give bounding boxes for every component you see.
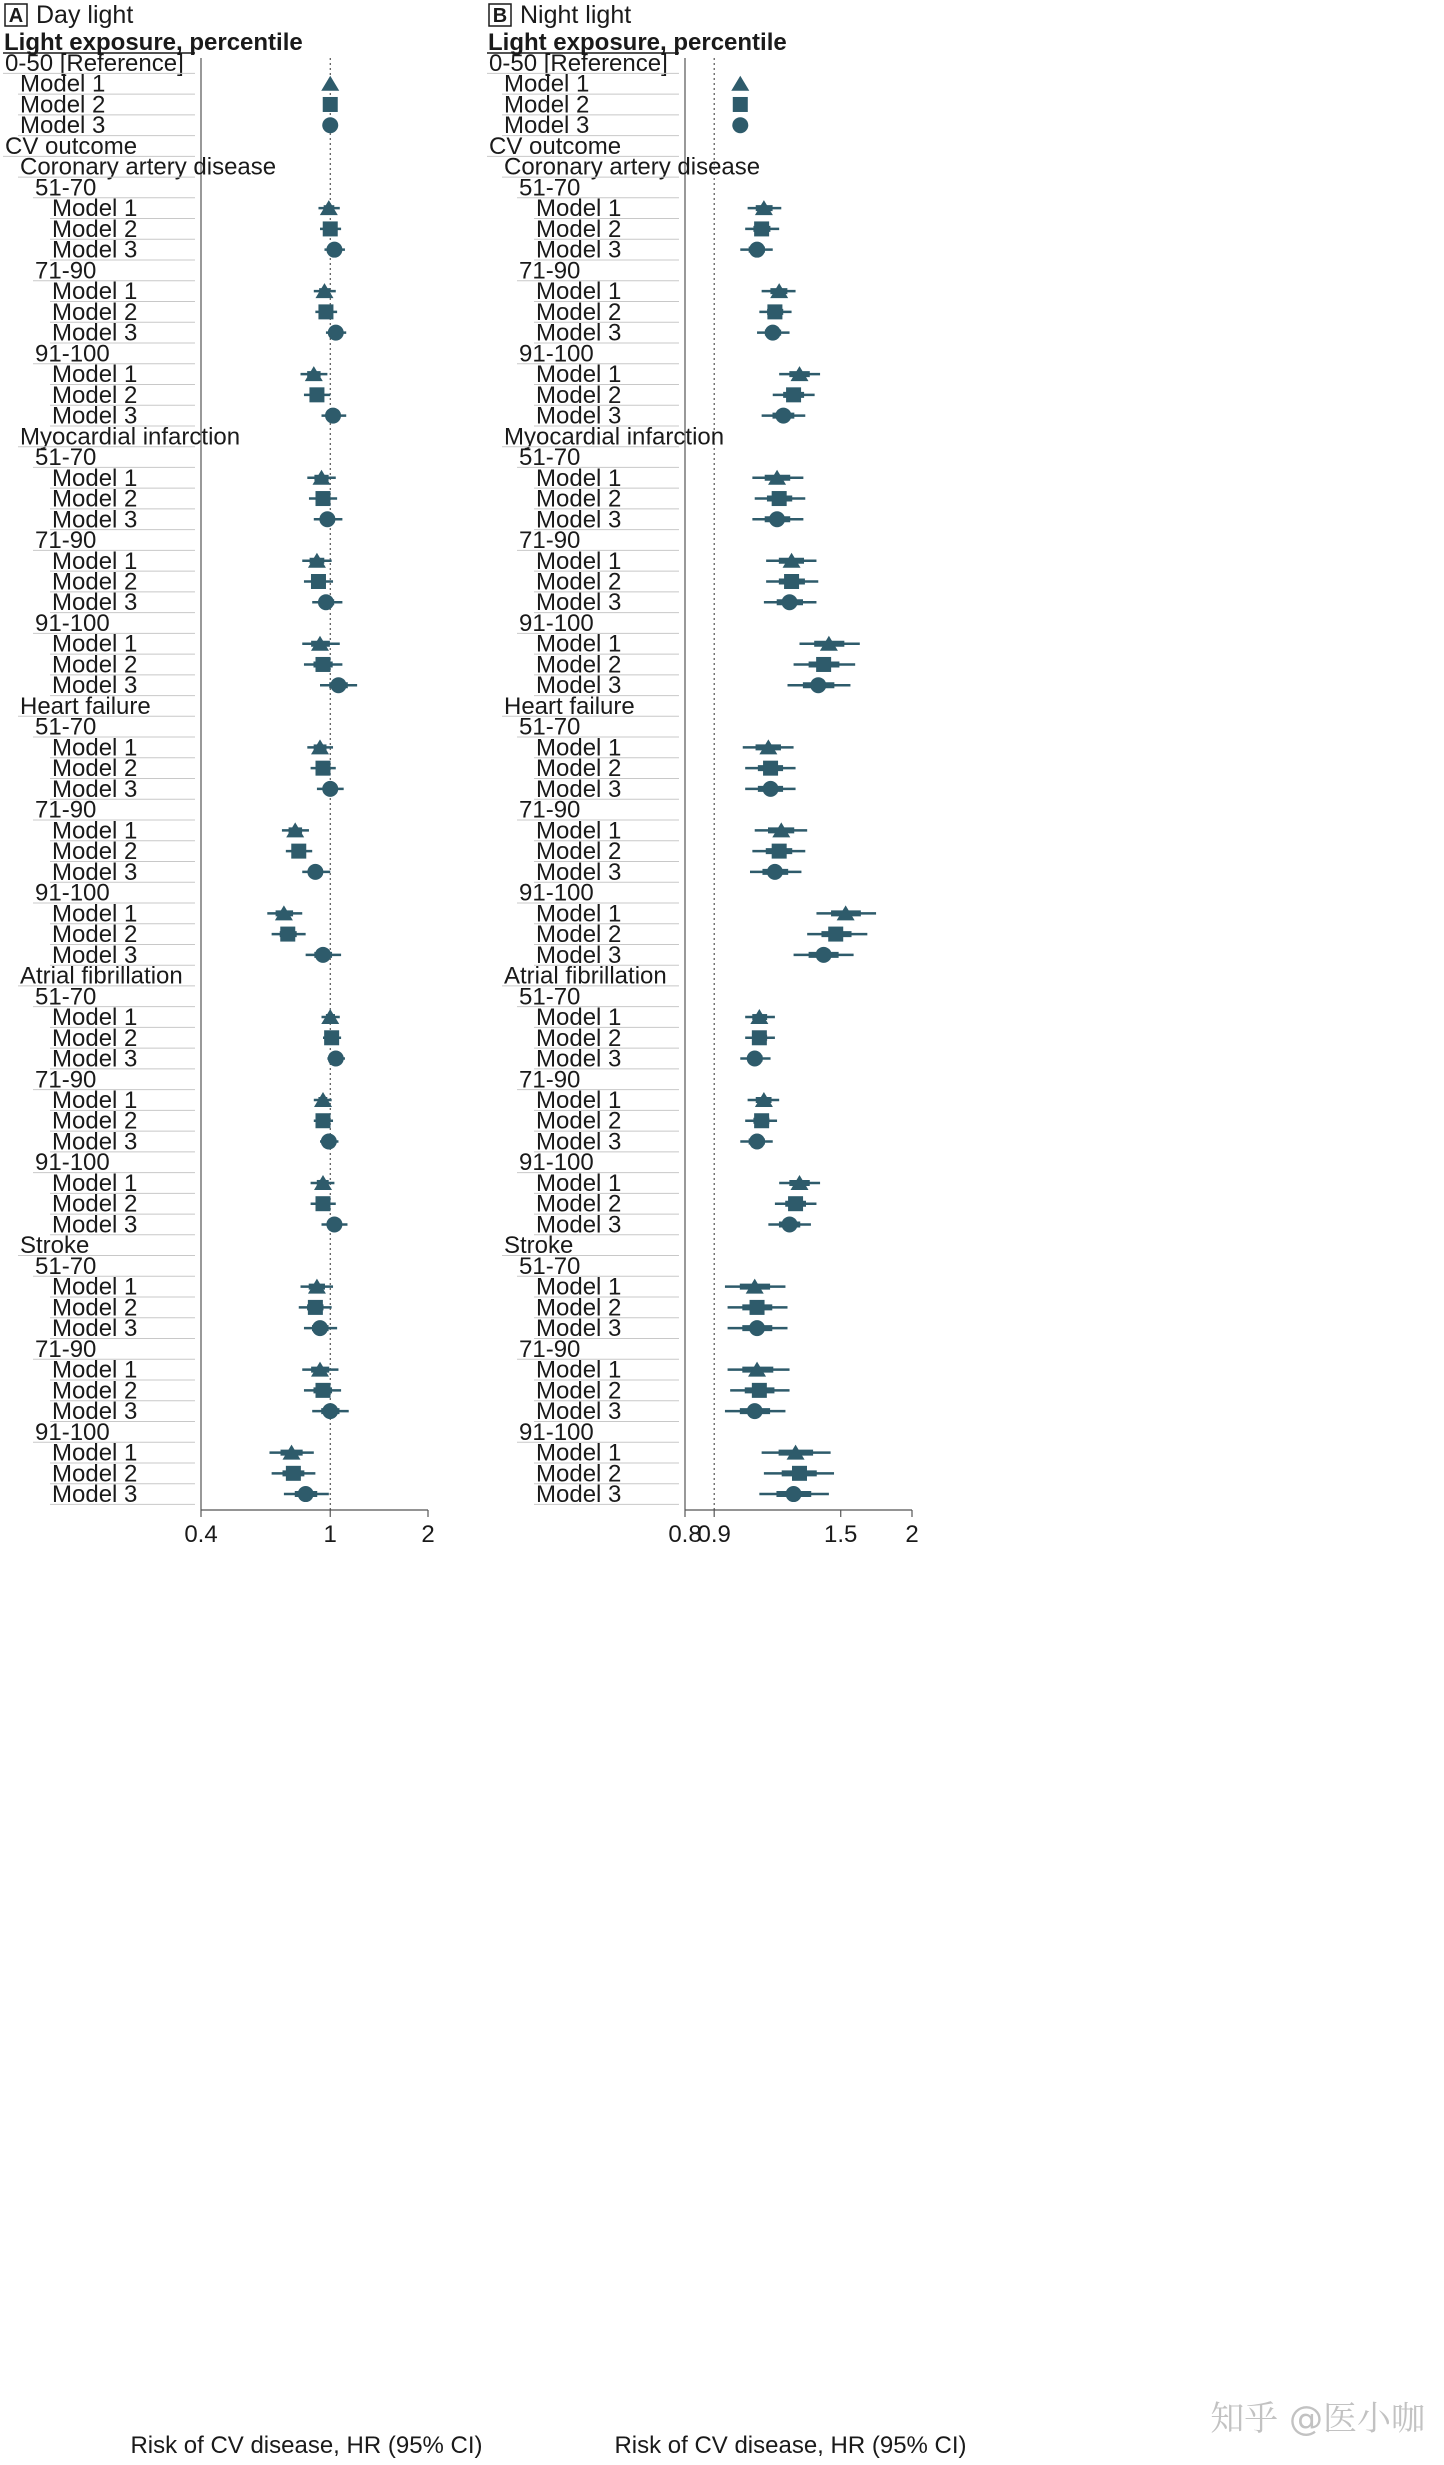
row-label: Model 2 bbox=[20, 91, 106, 119]
hr-marker-square bbox=[309, 387, 324, 402]
row-label: 51-70 bbox=[519, 983, 581, 1011]
row-label: Model 1 bbox=[52, 278, 138, 306]
row-label: Model 1 bbox=[536, 900, 622, 928]
row-label: 51-70 bbox=[35, 1252, 97, 1280]
row-label: Model 3 bbox=[536, 1398, 622, 1426]
row-label: Model 2 bbox=[52, 1024, 138, 1052]
row-label: Model 1 bbox=[52, 361, 138, 389]
row-label: Model 2 bbox=[536, 485, 622, 513]
row-label: Heart failure bbox=[504, 692, 635, 720]
row-label: Model 2 bbox=[52, 755, 138, 783]
panel-b bbox=[487, 1, 967, 2459]
row-label: Heart failure bbox=[20, 692, 151, 720]
table-row bbox=[50, 1211, 347, 1238]
row-label: 91-100 bbox=[519, 609, 594, 637]
row-label: 71-90 bbox=[519, 527, 581, 555]
row-label: Model 3 bbox=[52, 858, 138, 886]
row-label: Model 2 bbox=[52, 838, 138, 866]
panel-letter: A bbox=[8, 5, 24, 27]
hr-marker-square bbox=[752, 1383, 767, 1398]
row-label: Model 2 bbox=[504, 91, 590, 119]
row-label: Model 3 bbox=[504, 112, 590, 140]
row-label: Model 1 bbox=[536, 630, 622, 658]
row-label: Model 2 bbox=[536, 1190, 622, 1218]
hr-marker-square bbox=[286, 1466, 301, 1481]
row-label: 91-100 bbox=[519, 1149, 594, 1177]
hr-marker-square bbox=[754, 221, 769, 236]
row-label: 91-100 bbox=[35, 340, 110, 368]
row-label: Model 1 bbox=[52, 1004, 138, 1032]
hr-marker-circle bbox=[298, 1486, 314, 1502]
row-label: Model 2 bbox=[536, 381, 622, 409]
row-label: Model 1 bbox=[52, 547, 138, 575]
row-label: Model 3 bbox=[536, 506, 622, 534]
hr-marker-square bbox=[316, 761, 331, 776]
hr-marker-square bbox=[828, 927, 843, 942]
row-label: Model 2 bbox=[52, 485, 138, 513]
hr-marker-square bbox=[316, 657, 331, 672]
row-label: Model 3 bbox=[536, 1128, 622, 1156]
row-label: 91-100 bbox=[35, 1149, 110, 1177]
row-label: Model 2 bbox=[536, 1107, 622, 1135]
hr-marker-circle bbox=[747, 1051, 763, 1067]
row-label: 51-70 bbox=[35, 983, 97, 1011]
hr-marker-circle bbox=[326, 1216, 342, 1232]
row-label: Model 1 bbox=[536, 278, 622, 306]
row-label: Model 3 bbox=[52, 1045, 138, 1073]
row-label: Model 2 bbox=[52, 921, 138, 949]
row-label: Coronary artery disease bbox=[504, 153, 761, 181]
row-label: 51-70 bbox=[35, 713, 97, 741]
row-label: Model 1 bbox=[536, 1356, 622, 1384]
row-label: Model 2 bbox=[536, 921, 622, 949]
row-label: 91-100 bbox=[35, 879, 110, 907]
hr-marker-triangle bbox=[731, 76, 749, 91]
hr-marker-square bbox=[788, 1196, 803, 1211]
row-label: Model 1 bbox=[504, 70, 590, 98]
x-axis-title: Risk of CV disease, HR (95% CI) bbox=[130, 2432, 483, 2459]
hr-marker-circle bbox=[328, 1051, 344, 1067]
hr-marker-square bbox=[280, 927, 295, 942]
column-header: Light exposure, percentile bbox=[4, 29, 303, 56]
row-label: Model 3 bbox=[52, 319, 138, 347]
hr-marker-square bbox=[792, 1466, 807, 1481]
hr-marker-circle bbox=[763, 781, 779, 797]
panel-title: Night light bbox=[520, 1, 632, 29]
row-label: Model 1 bbox=[536, 1169, 622, 1197]
row-label: CV outcome bbox=[489, 132, 622, 160]
hr-marker-square bbox=[767, 304, 782, 319]
hr-marker-circle bbox=[319, 511, 335, 527]
hr-marker-circle bbox=[782, 594, 798, 610]
hr-marker-square bbox=[308, 1300, 323, 1315]
hr-marker-circle bbox=[816, 947, 832, 963]
row-label: Model 2 bbox=[536, 1460, 622, 1488]
row-label: Model 2 bbox=[52, 568, 138, 596]
row-label: Model 2 bbox=[536, 1024, 622, 1052]
row-label: Model 1 bbox=[52, 1087, 138, 1114]
row-label: 51-70 bbox=[519, 1252, 581, 1280]
panel-a bbox=[3, 1, 483, 2459]
row-label: Model 3 bbox=[536, 775, 622, 803]
hr-marker-square bbox=[752, 1030, 767, 1045]
row-label: Model 3 bbox=[52, 1128, 138, 1156]
x-tick-label: 0.8 bbox=[668, 1521, 702, 1548]
hr-marker-square bbox=[291, 844, 306, 859]
row-label: Model 1 bbox=[536, 361, 622, 389]
row-label: Model 1 bbox=[536, 547, 622, 575]
hr-marker-circle bbox=[749, 1320, 765, 1336]
row-label: 0-50 [Reference] bbox=[5, 50, 184, 77]
row-label: Model 2 bbox=[536, 651, 622, 679]
row-label: Model 3 bbox=[52, 1315, 138, 1343]
hr-marker-square bbox=[316, 1196, 331, 1211]
x-tick-label: 1.5 bbox=[824, 1521, 858, 1548]
hr-marker-circle bbox=[315, 947, 331, 963]
hr-marker-square bbox=[323, 97, 338, 112]
row-label: 51-70 bbox=[35, 174, 97, 202]
row-label: Model 1 bbox=[52, 195, 138, 223]
row-label: Model 1 bbox=[20, 70, 106, 98]
hr-marker-circle bbox=[321, 1133, 337, 1149]
row-label: Model 1 bbox=[536, 195, 622, 223]
row-label: Model 3 bbox=[536, 1211, 622, 1239]
row-label: Model 1 bbox=[52, 1356, 138, 1384]
row-label: 71-90 bbox=[519, 257, 581, 285]
hr-marker-square bbox=[754, 1113, 769, 1128]
row-label: Model 3 bbox=[536, 672, 622, 700]
row-label: Model 2 bbox=[536, 1377, 622, 1405]
row-label: Model 3 bbox=[52, 506, 138, 534]
row-label: Model 2 bbox=[536, 838, 622, 866]
row-label: Model 1 bbox=[536, 1087, 622, 1114]
row-label: Myocardial infarction bbox=[20, 423, 241, 451]
row-label: Model 3 bbox=[536, 858, 622, 886]
table-row bbox=[50, 1481, 329, 1508]
hr-marker-square bbox=[316, 491, 331, 506]
hr-marker-circle bbox=[328, 325, 344, 341]
x-tick-label: 2 bbox=[421, 1521, 435, 1548]
hr-marker-square bbox=[784, 574, 799, 589]
row-label: Model 3 bbox=[52, 402, 138, 430]
row-label: 51-70 bbox=[519, 444, 581, 472]
hr-marker-circle bbox=[322, 781, 338, 797]
hr-marker-circle bbox=[322, 1403, 338, 1419]
row-label: Myocardial infarction bbox=[504, 423, 725, 451]
x-tick-label: 0.9 bbox=[697, 1521, 731, 1548]
row-label: Model 3 bbox=[536, 1315, 622, 1343]
hr-marker-circle bbox=[307, 864, 323, 880]
hr-marker-square bbox=[318, 304, 333, 319]
hr-marker-circle bbox=[765, 325, 781, 341]
row-label: 71-90 bbox=[35, 1066, 97, 1094]
row-label: 91-100 bbox=[519, 340, 594, 368]
row-label: 0-50 [Reference] bbox=[489, 50, 668, 77]
x-axis-title: Risk of CV disease, HR (95% CI) bbox=[614, 2432, 967, 2459]
row-label: Model 2 bbox=[52, 651, 138, 679]
row-label: Model 1 bbox=[536, 817, 622, 845]
hr-marker-circle bbox=[732, 117, 748, 133]
row-label: Model 3 bbox=[536, 402, 622, 430]
row-label: Model 1 bbox=[536, 464, 622, 492]
row-label: Model 3 bbox=[20, 112, 106, 140]
row-label: 91-100 bbox=[519, 879, 594, 907]
row-label: 71-90 bbox=[35, 796, 97, 824]
hr-marker-circle bbox=[325, 408, 341, 424]
row-label: Model 2 bbox=[52, 1377, 138, 1405]
row-label: Model 3 bbox=[52, 775, 138, 803]
table-row bbox=[534, 1211, 811, 1238]
row-label: Model 2 bbox=[536, 298, 622, 326]
row-label: 91-100 bbox=[35, 1418, 110, 1446]
hr-marker-square bbox=[733, 97, 748, 112]
row-label: Model 1 bbox=[52, 630, 138, 658]
row-label: Model 1 bbox=[536, 734, 622, 762]
hr-marker-square bbox=[311, 574, 326, 589]
row-label: Stroke bbox=[504, 1232, 574, 1260]
row-label: 51-70 bbox=[519, 174, 581, 202]
row-label: Model 3 bbox=[536, 941, 622, 969]
watermark-text: 知乎 @医小咖 bbox=[1210, 2399, 1425, 2439]
hr-marker-square bbox=[772, 844, 787, 859]
row-label: Model 3 bbox=[536, 1481, 622, 1509]
row-label: Model 1 bbox=[52, 464, 138, 492]
row-label: Atrial fibrillation bbox=[20, 962, 183, 990]
hr-marker-square bbox=[324, 1030, 339, 1045]
row-label: Model 3 bbox=[52, 1398, 138, 1426]
hr-marker-square bbox=[750, 1300, 765, 1315]
row-label: Atrial fibrillation bbox=[504, 962, 667, 990]
hr-marker-circle bbox=[749, 1133, 765, 1149]
row-label: 71-90 bbox=[519, 796, 581, 824]
hr-marker-square bbox=[316, 1383, 331, 1398]
hr-marker-circle bbox=[322, 117, 338, 133]
row-label: Model 2 bbox=[52, 1190, 138, 1218]
row-label: 71-90 bbox=[35, 257, 97, 285]
row-label: Model 3 bbox=[52, 1481, 138, 1509]
hr-marker-square bbox=[763, 761, 778, 776]
hr-marker-square bbox=[323, 221, 338, 236]
panel-title: Day light bbox=[36, 1, 134, 29]
row-label: 51-70 bbox=[519, 713, 581, 741]
row-label: Model 2 bbox=[536, 568, 622, 596]
row-label: Model 3 bbox=[536, 236, 622, 264]
hr-marker-circle bbox=[775, 408, 791, 424]
row-label: Model 2 bbox=[52, 1460, 138, 1488]
row-label: 71-90 bbox=[35, 527, 97, 555]
hr-marker-circle bbox=[747, 1403, 763, 1419]
row-label: 91-100 bbox=[35, 609, 110, 637]
row-label: Model 1 bbox=[52, 1439, 138, 1467]
hr-marker-circle bbox=[312, 1320, 328, 1336]
hr-marker-square bbox=[816, 657, 831, 672]
row-label: Model 2 bbox=[52, 298, 138, 326]
row-label: Model 1 bbox=[52, 1273, 138, 1301]
hr-marker-circle bbox=[786, 1486, 802, 1502]
row-label: Model 3 bbox=[52, 589, 138, 617]
row-label: 71-90 bbox=[519, 1066, 581, 1094]
hr-marker-circle bbox=[318, 594, 334, 610]
panel-letter: B bbox=[492, 5, 508, 27]
row-label: 91-100 bbox=[519, 1418, 594, 1446]
row-label: Model 3 bbox=[52, 672, 138, 700]
row-label: Coronary artery disease bbox=[20, 153, 277, 181]
row-label: Model 2 bbox=[536, 1294, 622, 1322]
row-label: Model 1 bbox=[52, 734, 138, 762]
row-label: Model 1 bbox=[536, 1004, 622, 1032]
hr-marker-circle bbox=[330, 677, 346, 693]
row-label: Model 3 bbox=[536, 1045, 622, 1073]
row-label: Model 3 bbox=[536, 589, 622, 617]
hr-marker-triangle bbox=[321, 76, 339, 91]
x-tick-label: 1 bbox=[323, 1521, 337, 1548]
hr-marker-circle bbox=[769, 511, 785, 527]
hr-marker-circle bbox=[810, 677, 826, 693]
row-label: Model 1 bbox=[52, 817, 138, 845]
x-tick-label: 0.4 bbox=[184, 1521, 218, 1548]
row-label: Model 2 bbox=[52, 215, 138, 243]
x-tick-label: 2 bbox=[905, 1521, 919, 1548]
row-label: CV outcome bbox=[5, 132, 138, 160]
hr-marker-circle bbox=[782, 1216, 798, 1232]
row-label: Model 1 bbox=[536, 1439, 622, 1467]
hr-marker-circle bbox=[749, 242, 765, 258]
table-row bbox=[534, 1481, 829, 1508]
row-label: 71-90 bbox=[35, 1335, 97, 1363]
row-label: Stroke bbox=[20, 1232, 90, 1260]
row-label: Model 3 bbox=[52, 941, 138, 969]
row-label: Model 2 bbox=[52, 1294, 138, 1322]
row-label: Model 2 bbox=[536, 215, 622, 243]
row-label: Model 2 bbox=[52, 381, 138, 409]
row-label: 51-70 bbox=[35, 444, 97, 472]
row-label: Model 2 bbox=[536, 755, 622, 783]
hr-marker-circle bbox=[326, 242, 342, 258]
row-label: Model 2 bbox=[52, 1107, 138, 1135]
hr-marker-circle bbox=[767, 864, 783, 880]
row-label: Model 3 bbox=[52, 236, 138, 264]
row-label: Model 1 bbox=[52, 900, 138, 928]
hr-marker-square bbox=[772, 491, 787, 506]
row-label: Model 3 bbox=[52, 1211, 138, 1239]
row-label: Model 1 bbox=[536, 1273, 622, 1301]
hr-marker-square bbox=[316, 1113, 331, 1128]
hr-marker-square bbox=[786, 387, 801, 402]
row-label: 71-90 bbox=[519, 1335, 581, 1363]
row-label: Model 3 bbox=[536, 319, 622, 347]
column-header: Light exposure, percentile bbox=[488, 29, 787, 56]
row-label: Model 1 bbox=[52, 1169, 138, 1197]
